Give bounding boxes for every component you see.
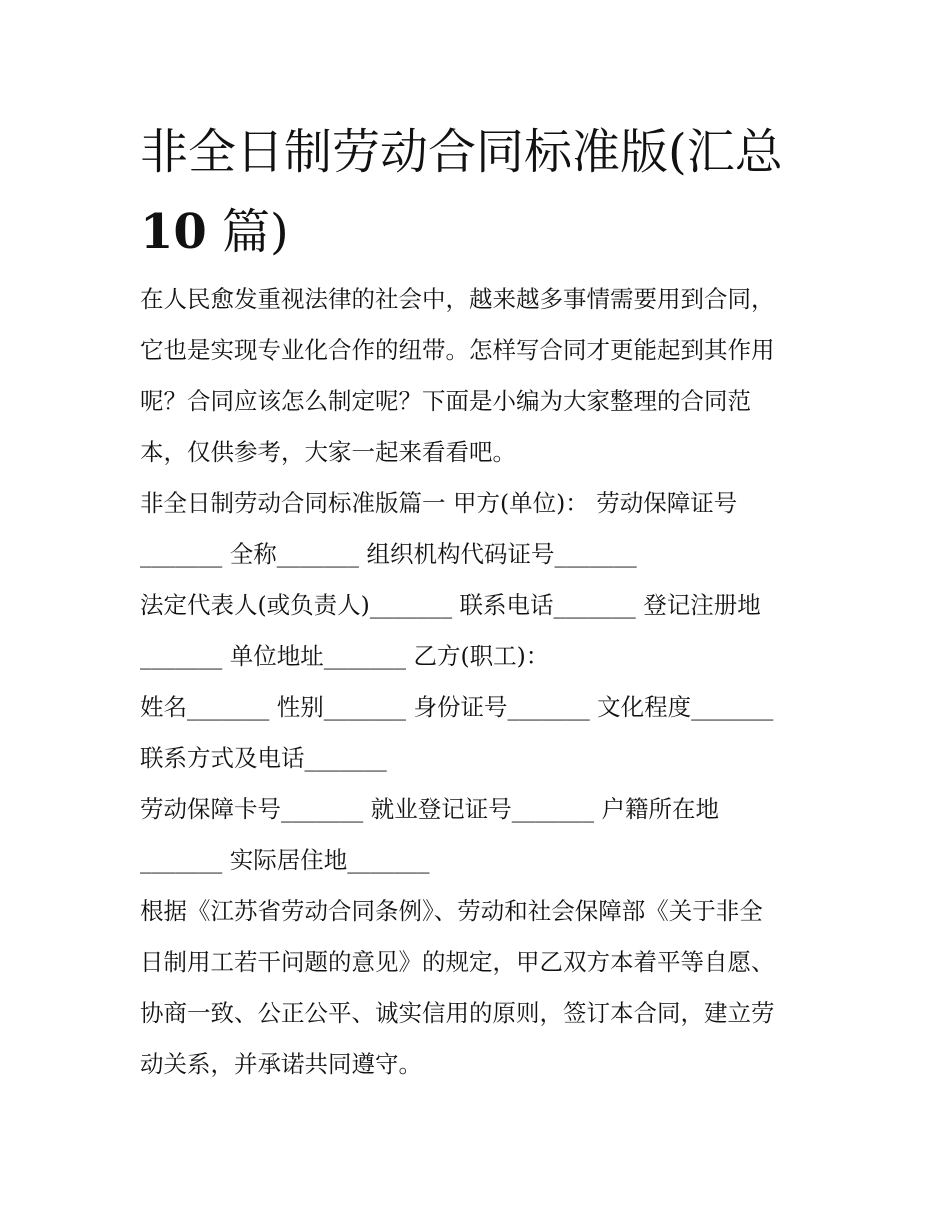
closing-line-3: 协商一致、公正公平、诚实信用的原则，签订本合同，建立劳 xyxy=(140,999,775,1027)
closing-line-2: 日制用工若干问题的意见》的规定，甲乙双方本着平等自愿、 xyxy=(140,948,775,976)
title-line-2: 篇) xyxy=(206,204,289,260)
closing-line-1: 根据《江苏省劳动合同条例》、劳动和社会保障部《关于非全 xyxy=(140,897,763,925)
document-body xyxy=(140,274,830,1090)
form-line-party-a: 非全日制劳动合同标准版篇一 甲方(单位)： 劳动保障证号 xyxy=(140,489,738,517)
form-line-address: _______ 单位地址_______ 乙方(职工)： xyxy=(140,642,550,670)
form-line-legal-rep: 法定代表人(或负责人)_______ 联系电话_______ 登记注册地 xyxy=(140,591,761,619)
intro-line-3: 呢？合同应该怎么制定呢？下面是小编为大家整理的合同范 xyxy=(140,387,751,415)
form-line-personal-info: 姓名_______ 性别_______ 身份证号_______ 文化程度_______ xyxy=(140,693,774,721)
document-title xyxy=(140,112,840,272)
intro-line-2: 它也是实现专业化合作的纽带。怎样写合同才更能起到其作用 xyxy=(140,336,775,364)
form-line-residence: _______ 实际居住地_______ xyxy=(140,846,430,874)
intro-line-4: 本，仅供参考，大家一起来看看吧。 xyxy=(140,438,516,466)
closing-line-4: 动关系，并承诺共同遵守。 xyxy=(140,1050,422,1078)
title-number: 10 xyxy=(140,204,207,260)
title-line-1: 非全日制劳动合同标准版(汇总 xyxy=(140,124,783,180)
form-line-contact: 联系方式及电话_______ xyxy=(140,744,387,772)
intro-line-1: 在人民愈发重视法律的社会中，越来越多事情需要用到合同， xyxy=(140,285,775,313)
form-line-full-name: _______ 全称_______ 组织机构代码证号_______ xyxy=(140,540,637,568)
form-line-labor-card: 劳动保障卡号_______ 就业登记证号_______ 户籍所在地 xyxy=(140,795,719,823)
